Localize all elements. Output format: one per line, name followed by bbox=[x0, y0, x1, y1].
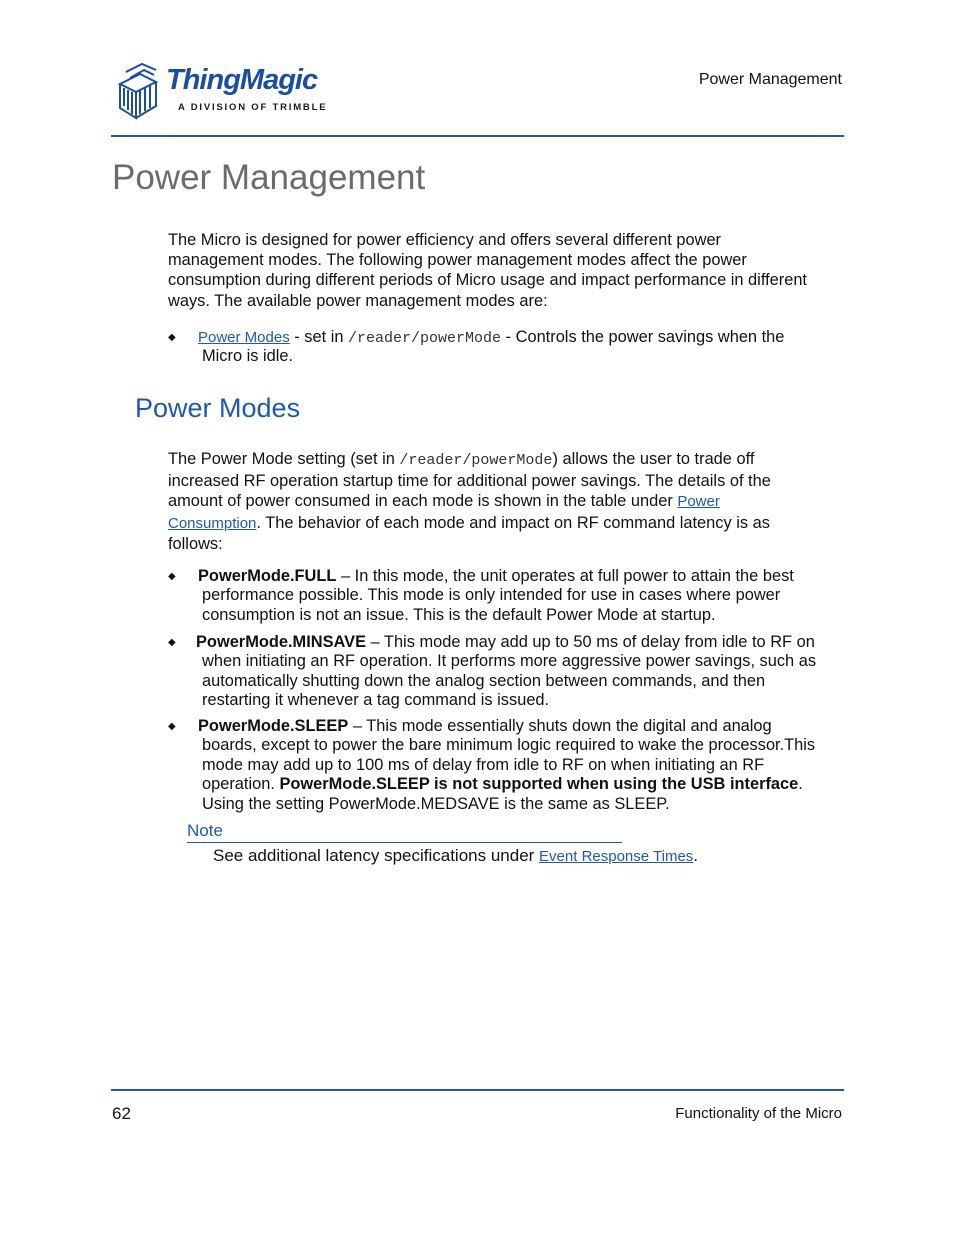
note-label: Note bbox=[187, 821, 223, 840]
para-text: . The behavior of each mode and impact on RF command latency is as bbox=[256, 513, 770, 532]
mode-line: boards, except to power the bare minimum logic required to wake the processor.This bbox=[202, 736, 816, 755]
note-body: See additional latency specifications under bbox=[213, 846, 540, 865]
intro-line: management modes. The following power management modes affect the power bbox=[168, 251, 747, 270]
intro-line: consumption during different periods of Micro usage and impact performance in different bbox=[168, 271, 807, 290]
mode-name: PowerMode.FULL bbox=[198, 567, 337, 585]
page-title: Power Management bbox=[112, 158, 426, 197]
note-end: . bbox=[693, 846, 699, 865]
mode-list-line: Micro is idle. bbox=[202, 347, 294, 366]
logo-mark-icon bbox=[112, 60, 164, 122]
note-rule bbox=[187, 842, 622, 843]
mode-list-text: - set in bbox=[289, 328, 349, 346]
para-text: ) allows the user to trade off bbox=[552, 450, 755, 468]
mode-line: Using the setting PowerMode.MEDSAVE is the same as SLEEP. bbox=[202, 794, 670, 813]
intro-line: ways. The available power management modes are: bbox=[168, 291, 548, 310]
logo-wordmark: ThingMagic bbox=[166, 64, 318, 96]
power-consumption-link[interactable]: Power bbox=[677, 493, 720, 511]
mode-line: when initiating an RF operation. It performs more aggressive power savings, such as bbox=[202, 652, 817, 671]
intro-paragraph bbox=[168, 230, 844, 311]
mode-line: automatically shutting down the analog section between commands, and then bbox=[202, 671, 766, 690]
mode-text: operation. bbox=[202, 775, 280, 794]
header-rule bbox=[111, 135, 844, 137]
section-title: Power Modes bbox=[135, 393, 301, 423]
bullet-diamond-icon: ◆ bbox=[168, 571, 176, 582]
running-header: Power Management bbox=[698, 71, 842, 88]
bullet-diamond-icon: ◆ bbox=[168, 637, 176, 648]
mode-desc: – This mode essentially shuts down the digital and analog bbox=[348, 717, 772, 735]
power-consumption-link[interactable]: Consumption bbox=[168, 514, 257, 532]
mode-desc: – In this mode, the unit operates at full power to attain the best bbox=[336, 567, 794, 585]
para-line: follows: bbox=[168, 534, 223, 553]
usb-warning: PowerMode.SLEEP is not supported when using the USB interface bbox=[279, 775, 799, 794]
section-paragraph bbox=[168, 449, 844, 554]
mode-name: PowerMode.SLEEP bbox=[198, 717, 349, 735]
footer-section: Functionality of the Micro bbox=[675, 1105, 842, 1122]
power-modes-link[interactable]: Power Modes bbox=[198, 329, 290, 346]
bullet-diamond-icon: ◆ bbox=[168, 332, 176, 343]
mode-line: mode may add up to 100 ms of delay from idle to RF on when initiating an RF bbox=[202, 755, 765, 774]
power-mode-param: /reader/powerMode bbox=[399, 452, 553, 469]
mode-name: PowerMode.MINSAVE bbox=[196, 633, 366, 651]
thingmagic-logo bbox=[112, 60, 342, 122]
mode-line: restarting it whenever a tag command is issued. bbox=[202, 691, 550, 710]
page-number: 62 bbox=[112, 1104, 131, 1123]
power-mode-param: /reader/powerMode bbox=[348, 330, 502, 347]
mode-line: consumption is not an issue. This is the default Power Mode at startup. bbox=[202, 605, 716, 624]
para-text: The Power Mode setting (set in bbox=[168, 450, 400, 468]
mode-text: . bbox=[798, 775, 803, 794]
mode-line: performance possible. This mode is only intended for use in cases where power bbox=[202, 586, 781, 605]
logo-tagline: A DIVISION OF TRIMBLE bbox=[178, 102, 328, 113]
note-text bbox=[213, 846, 698, 866]
para-text: amount of power consumed in each mode is shown in the table under bbox=[168, 492, 678, 511]
para-line: increased RF operation startup time for additional power savings. The details of the bbox=[168, 472, 771, 491]
mode-desc: – This mode may add up to 50 ms of delay from idle to RF on bbox=[366, 633, 815, 651]
footer-rule bbox=[111, 1089, 844, 1091]
event-response-times-link[interactable]: Event Response Times bbox=[539, 848, 694, 865]
bullet-diamond-icon: ◆ bbox=[168, 721, 176, 732]
intro-line: The Micro is designed for power efficiency and offers several different power bbox=[168, 231, 722, 249]
mode-list-text: - Controls the power savings when the bbox=[501, 328, 785, 346]
